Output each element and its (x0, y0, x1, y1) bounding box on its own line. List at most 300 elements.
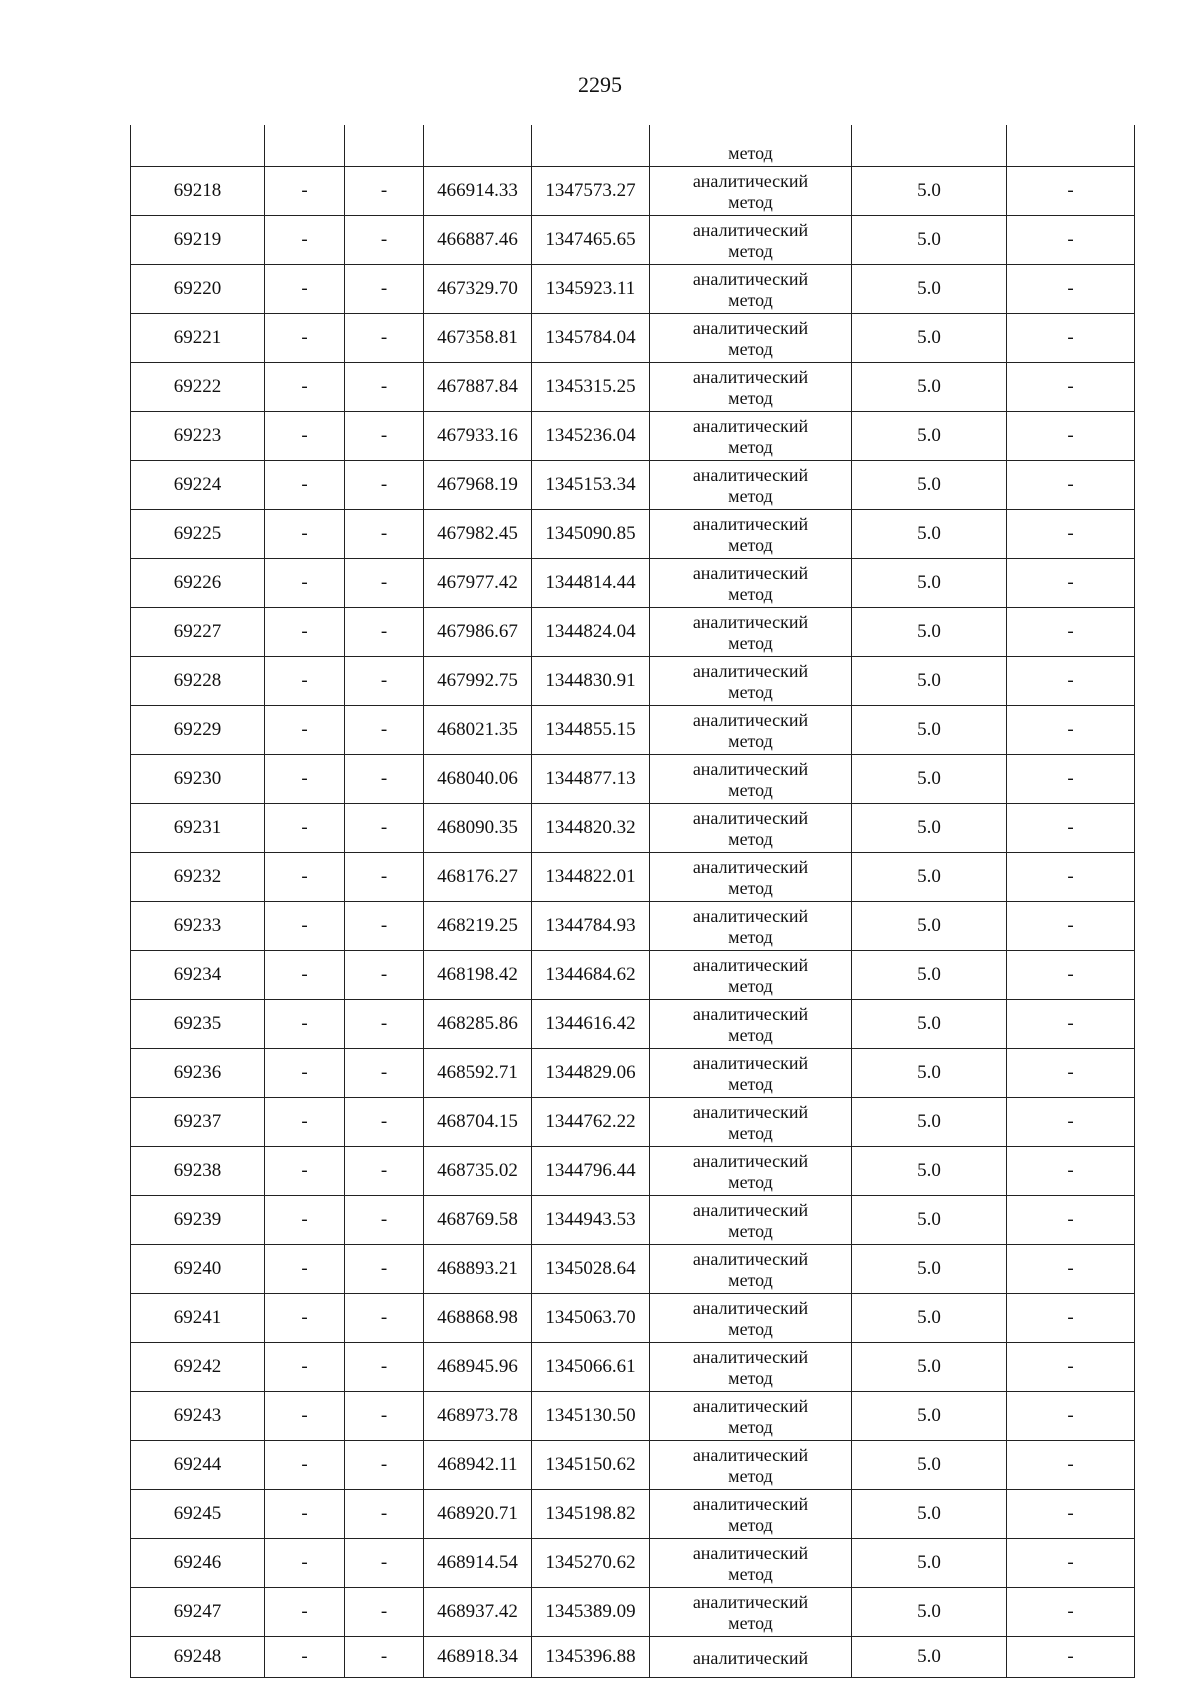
page-number: 2295 (578, 72, 622, 97)
cell-accuracy: 5.0 (852, 216, 1007, 265)
cell-col2: - (265, 853, 345, 902)
cell-method (650, 167, 852, 216)
method-line-1: аналитический (692, 857, 809, 877)
method-line-1: аналитический (692, 269, 809, 289)
method-line-2: метод (728, 1368, 773, 1388)
cell-col2: - (265, 1588, 345, 1637)
cell-x-coordinate: 468219.25 (424, 902, 532, 951)
method-line-1: аналитический (692, 759, 809, 779)
method-line-2: метод (728, 192, 773, 212)
table-row (131, 951, 1135, 1000)
table-row (131, 1196, 1135, 1245)
method-line-1: аналитический (692, 1347, 809, 1367)
method-line-2: метод (728, 535, 773, 555)
cell-col2: - (265, 1539, 345, 1588)
cell-x-coordinate: 468914.54 (424, 1539, 532, 1588)
table-row (131, 608, 1135, 657)
cell-x-coordinate: 467992.75 (424, 657, 532, 706)
method-line-1: аналитический (692, 1543, 809, 1563)
cell-accuracy: 5.0 (852, 510, 1007, 559)
table-row (131, 804, 1135, 853)
cell-col8: - (1007, 314, 1135, 363)
cell-method (650, 1392, 852, 1441)
cell-empty (345, 125, 424, 167)
cell-col8: - (1007, 853, 1135, 902)
cell-col8: - (1007, 1441, 1135, 1490)
method-line-1: аналитический (692, 1647, 809, 1668)
cell-accuracy: 5.0 (852, 1049, 1007, 1098)
cell-col3: - (345, 510, 424, 559)
method-line-2: метод (728, 437, 773, 457)
cell-col3: - (345, 1441, 424, 1490)
cell-col2: - (265, 1490, 345, 1539)
cell-y-coordinate: 1345090.85 (532, 510, 650, 559)
method-line-1: аналитический (692, 612, 809, 632)
cell-accuracy: 5.0 (852, 1098, 1007, 1147)
cell-method (650, 559, 852, 608)
cell-accuracy: 5.0 (852, 657, 1007, 706)
method-line-2: метод (728, 339, 773, 359)
cell-method (650, 1098, 852, 1147)
cell-col2: - (265, 1441, 345, 1490)
cell-col8: - (1007, 804, 1135, 853)
cell-method (650, 706, 852, 755)
cell-accuracy: 5.0 (852, 363, 1007, 412)
table-row (131, 1637, 1135, 1678)
cell-col3: - (345, 657, 424, 706)
cell-y-coordinate: 1345396.88 (532, 1637, 650, 1678)
cell-point-number: 69240 (131, 1245, 265, 1294)
cell-x-coordinate: 467986.67 (424, 608, 532, 657)
table-row (131, 265, 1135, 314)
cell-col8: - (1007, 1539, 1135, 1588)
method-line-2: метод (728, 388, 773, 408)
table-row (131, 510, 1135, 559)
cell-x-coordinate: 468090.35 (424, 804, 532, 853)
method-line-1: аналитический (692, 1494, 809, 1514)
method-line-1: аналитический (692, 955, 809, 975)
cell-y-coordinate: 1344829.06 (532, 1049, 650, 1098)
cell-x-coordinate: 467358.81 (424, 314, 532, 363)
cell-col2: - (265, 363, 345, 412)
method-line-1: аналитический (692, 1004, 809, 1024)
cell-x-coordinate: 468868.98 (424, 1294, 532, 1343)
cell-x-coordinate: 467329.70 (424, 265, 532, 314)
cell-empty (532, 125, 650, 167)
cell-col3: - (345, 1245, 424, 1294)
cell-x-coordinate: 468040.06 (424, 755, 532, 804)
cell-empty (1007, 125, 1135, 167)
cell-method (650, 1539, 852, 1588)
cell-accuracy: 5.0 (852, 1294, 1007, 1343)
method-line-2: метод (728, 1417, 773, 1437)
cell-y-coordinate: 1344943.53 (532, 1196, 650, 1245)
cell-accuracy: 5.0 (852, 167, 1007, 216)
cell-col8: - (1007, 1000, 1135, 1049)
method-line-2: метод (728, 829, 773, 849)
cell-col8: - (1007, 363, 1135, 412)
method-line-2: метод (728, 927, 773, 947)
cell-y-coordinate: 1344830.91 (532, 657, 650, 706)
cell-x-coordinate: 468945.96 (424, 1343, 532, 1392)
method-line-1: аналитический (692, 1592, 809, 1612)
cell-col8: - (1007, 902, 1135, 951)
cell-point-number: 69223 (131, 412, 265, 461)
table-row (131, 412, 1135, 461)
cell-method (650, 804, 852, 853)
cell-y-coordinate: 1344822.01 (532, 853, 650, 902)
cell-accuracy: 5.0 (852, 1539, 1007, 1588)
table-row (131, 755, 1135, 804)
table-row (131, 657, 1135, 706)
cell-col2: - (265, 1000, 345, 1049)
method-line-2: метод (728, 486, 773, 506)
cell-x-coordinate: 468285.86 (424, 1000, 532, 1049)
table-row (131, 1343, 1135, 1392)
cell-method (650, 1637, 852, 1678)
table-row (131, 216, 1135, 265)
cell-method (650, 412, 852, 461)
method-line-2: метод (728, 1074, 773, 1094)
cell-point-number: 69225 (131, 510, 265, 559)
table-row (131, 1490, 1135, 1539)
table-row (131, 167, 1135, 216)
table-row (131, 1147, 1135, 1196)
cell-col2: - (265, 1294, 345, 1343)
table-row (131, 902, 1135, 951)
cell-col8: - (1007, 1637, 1135, 1678)
cell-col8: - (1007, 657, 1135, 706)
cell-y-coordinate: 1345315.25 (532, 363, 650, 412)
cell-empty (131, 125, 265, 167)
cell-x-coordinate: 466887.46 (424, 216, 532, 265)
cell-point-number: 69218 (131, 167, 265, 216)
cell-col8: - (1007, 1049, 1135, 1098)
cell-col8: - (1007, 1392, 1135, 1441)
cell-point-number: 69230 (131, 755, 265, 804)
cell-y-coordinate: 1345784.04 (532, 314, 650, 363)
cell-method (650, 1343, 852, 1392)
method-line-2: метод (728, 241, 773, 261)
cell-x-coordinate: 467933.16 (424, 412, 532, 461)
cell-col2: - (265, 608, 345, 657)
cell-col3: - (345, 216, 424, 265)
cell-col3: - (345, 804, 424, 853)
method-line-1: аналитический (692, 1249, 809, 1269)
method-line-2: метод (728, 1270, 773, 1290)
cell-method (650, 1000, 852, 1049)
table-row (131, 706, 1135, 755)
method-line-2: метод (728, 780, 773, 800)
cell-x-coordinate: 466914.33 (424, 167, 532, 216)
cell-y-coordinate: 1345063.70 (532, 1294, 650, 1343)
cell-point-number: 69233 (131, 902, 265, 951)
cell-col3: - (345, 1000, 424, 1049)
cell-col2: - (265, 314, 345, 363)
cell-x-coordinate: 468973.78 (424, 1392, 532, 1441)
cell-col8: - (1007, 265, 1135, 314)
method-line-1: аналитический (692, 1396, 809, 1416)
cell-col3: - (345, 1539, 424, 1588)
method-line-2: метод (728, 1515, 773, 1535)
cell-x-coordinate: 468021.35 (424, 706, 532, 755)
method-line-1: аналитический (692, 710, 809, 730)
method-line-1: аналитический (692, 661, 809, 681)
method-line-1: аналитический (692, 171, 809, 191)
cell-empty (265, 125, 345, 167)
cell-col3: - (345, 1049, 424, 1098)
cell-x-coordinate: 467968.19 (424, 461, 532, 510)
method-line-1: аналитический (692, 906, 809, 926)
method-line-1: аналитический (692, 514, 809, 534)
cell-col2: - (265, 1343, 345, 1392)
cell-col2: - (265, 1637, 345, 1678)
cell-method (650, 1245, 852, 1294)
cell-col3: - (345, 1196, 424, 1245)
cell-col3: - (345, 265, 424, 314)
cell-col8: - (1007, 706, 1135, 755)
cell-accuracy: 5.0 (852, 559, 1007, 608)
cell-col3: - (345, 1490, 424, 1539)
cell-x-coordinate: 467887.84 (424, 363, 532, 412)
table-row (131, 314, 1135, 363)
cell-col8: - (1007, 1098, 1135, 1147)
cell-y-coordinate: 1345066.61 (532, 1343, 650, 1392)
cell-y-coordinate: 1345153.34 (532, 461, 650, 510)
cell-x-coordinate: 468942.11 (424, 1441, 532, 1490)
cell-col8: - (1007, 1490, 1135, 1539)
cell-empty (424, 125, 532, 167)
cell-accuracy: 5.0 (852, 1637, 1007, 1678)
cell-col3: - (345, 951, 424, 1000)
cell-point-number: 69237 (131, 1098, 265, 1147)
method-line-1: аналитический (692, 416, 809, 436)
cell-col8: - (1007, 1147, 1135, 1196)
cell-point-number: 69241 (131, 1294, 265, 1343)
cell-point-number: 69245 (131, 1490, 265, 1539)
cell-y-coordinate: 1344855.15 (532, 706, 650, 755)
cell-col2: - (265, 510, 345, 559)
cell-col2: - (265, 706, 345, 755)
cell-method (650, 657, 852, 706)
cell-col2: - (265, 1049, 345, 1098)
cell-col2: - (265, 412, 345, 461)
cell-x-coordinate: 468198.42 (424, 951, 532, 1000)
cell-col2: - (265, 1196, 345, 1245)
method-line-2: метод (728, 1221, 773, 1241)
cell-col3: - (345, 1637, 424, 1678)
table-row (131, 1098, 1135, 1147)
cell-y-coordinate: 1345130.50 (532, 1392, 650, 1441)
cell-col2: - (265, 657, 345, 706)
cell-col3: - (345, 902, 424, 951)
cell-y-coordinate: 1345236.04 (532, 412, 650, 461)
cell-col3: - (345, 755, 424, 804)
method-line-1: аналитический (692, 220, 809, 240)
cell-point-number: 69239 (131, 1196, 265, 1245)
cell-x-coordinate: 468893.21 (424, 1245, 532, 1294)
cell-y-coordinate: 1344877.13 (532, 755, 650, 804)
cell-col8: - (1007, 412, 1135, 461)
cell-col3: - (345, 412, 424, 461)
cell-point-number: 69226 (131, 559, 265, 608)
cell-point-number: 69243 (131, 1392, 265, 1441)
cell-point-number: 69220 (131, 265, 265, 314)
table-row (131, 1588, 1135, 1637)
cell-col3: - (345, 1343, 424, 1392)
cell-point-number: 69229 (131, 706, 265, 755)
cell-method (650, 1294, 852, 1343)
cell-col3: - (345, 1147, 424, 1196)
cell-accuracy: 5.0 (852, 461, 1007, 510)
method-line-2: метод (728, 1613, 773, 1633)
method-line-2: метод (728, 1466, 773, 1486)
table-row (131, 1049, 1135, 1098)
cell-method (650, 1490, 852, 1539)
cell-col3: - (345, 1392, 424, 1441)
method-line-2: метод (728, 731, 773, 751)
cell-col8: - (1007, 1343, 1135, 1392)
cell-accuracy: 5.0 (852, 1392, 1007, 1441)
cell-point-number: 69222 (131, 363, 265, 412)
cell-accuracy: 5.0 (852, 1245, 1007, 1294)
cell-x-coordinate: 468769.58 (424, 1196, 532, 1245)
table-row (131, 1441, 1135, 1490)
cell-col8: - (1007, 608, 1135, 657)
cell-y-coordinate: 1345198.82 (532, 1490, 650, 1539)
table-row (131, 853, 1135, 902)
cell-col8: - (1007, 951, 1135, 1000)
cell-point-number: 69234 (131, 951, 265, 1000)
cell-col2: - (265, 1245, 345, 1294)
cell-point-number: 69224 (131, 461, 265, 510)
cell-accuracy: 5.0 (852, 314, 1007, 363)
cell-method (650, 1441, 852, 1490)
cell-point-number: 69232 (131, 853, 265, 902)
cell-point-number: 69236 (131, 1049, 265, 1098)
cell-col8: - (1007, 559, 1135, 608)
cell-accuracy: 5.0 (852, 1490, 1007, 1539)
cell-col2: - (265, 902, 345, 951)
cell-point-number: 69235 (131, 1000, 265, 1049)
cell-y-coordinate: 1344784.93 (532, 902, 650, 951)
cell-method (650, 755, 852, 804)
cell-method (650, 853, 852, 902)
cell-accuracy: 5.0 (852, 1000, 1007, 1049)
cell-accuracy: 5.0 (852, 902, 1007, 951)
cell-accuracy: 5.0 (852, 1147, 1007, 1196)
cell-col8: - (1007, 167, 1135, 216)
cell-method (650, 265, 852, 314)
cell-point-number: 69219 (131, 216, 265, 265)
method-line-1: аналитический (692, 367, 809, 387)
method-line-2: метод (728, 682, 773, 702)
method-line-1: аналитический (692, 1151, 809, 1171)
cell-empty (852, 125, 1007, 167)
method-line-2: метод (728, 1123, 773, 1143)
cell-y-coordinate: 1345270.62 (532, 1539, 650, 1588)
method-line-2: метод (728, 584, 773, 604)
cell-col3: - (345, 314, 424, 363)
cell-method (650, 363, 852, 412)
method-line-1: аналитический (692, 1445, 809, 1465)
cell-accuracy: 5.0 (852, 804, 1007, 853)
cell-x-coordinate: 467982.45 (424, 510, 532, 559)
cell-accuracy: 5.0 (852, 755, 1007, 804)
cell-y-coordinate: 1347573.27 (532, 167, 650, 216)
cell-point-number: 69228 (131, 657, 265, 706)
cell-accuracy: 5.0 (852, 1343, 1007, 1392)
cell-method-tail: метод (650, 125, 852, 167)
cell-y-coordinate: 1344820.32 (532, 804, 650, 853)
cell-method (650, 461, 852, 510)
cell-point-number: 69246 (131, 1539, 265, 1588)
table-row (131, 1245, 1135, 1294)
method-line-1: аналитический (692, 1053, 809, 1073)
table-row (131, 1539, 1135, 1588)
cell-col3: - (345, 1294, 424, 1343)
cell-y-coordinate: 1344814.44 (532, 559, 650, 608)
cell-method (650, 1588, 852, 1637)
coordinates-table (130, 125, 1135, 1678)
cell-accuracy: 5.0 (852, 951, 1007, 1000)
cell-method (650, 1147, 852, 1196)
cell-accuracy: 5.0 (852, 706, 1007, 755)
cell-method (650, 1196, 852, 1245)
cell-accuracy: 5.0 (852, 1588, 1007, 1637)
cell-method (650, 951, 852, 1000)
table-row (131, 363, 1135, 412)
cell-method (650, 216, 852, 265)
cell-col2: - (265, 216, 345, 265)
cell-col2: - (265, 951, 345, 1000)
cell-x-coordinate: 468176.27 (424, 853, 532, 902)
cell-col8: - (1007, 1588, 1135, 1637)
cell-x-coordinate: 468937.42 (424, 1588, 532, 1637)
cell-method (650, 510, 852, 559)
cell-col8: - (1007, 510, 1135, 559)
cell-point-number: 69238 (131, 1147, 265, 1196)
cell-col3: - (345, 363, 424, 412)
cell-method (650, 314, 852, 363)
cell-point-number: 69227 (131, 608, 265, 657)
cell-accuracy: 5.0 (852, 265, 1007, 314)
cell-y-coordinate: 1344824.04 (532, 608, 650, 657)
cell-col3: - (345, 706, 424, 755)
cell-col8: - (1007, 755, 1135, 804)
cell-point-number: 69231 (131, 804, 265, 853)
method-line-2: метод (728, 878, 773, 898)
method-line-2: метод (728, 976, 773, 996)
method-line-1: аналитический (692, 1102, 809, 1122)
method-line-1: аналитический (692, 465, 809, 485)
table-row (131, 1000, 1135, 1049)
method-line-2: метод (728, 1172, 773, 1192)
cell-col3: - (345, 1098, 424, 1147)
cell-col2: - (265, 167, 345, 216)
cell-point-number: 69247 (131, 1588, 265, 1637)
method-line-1: аналитический (692, 1200, 809, 1220)
table-row (131, 461, 1135, 510)
cell-col2: - (265, 1098, 345, 1147)
cell-method (650, 902, 852, 951)
cell-y-coordinate: 1344762.22 (532, 1098, 650, 1147)
method-line-2: метод (728, 1025, 773, 1045)
cell-x-coordinate: 468918.34 (424, 1637, 532, 1678)
cell-y-coordinate: 1344684.62 (532, 951, 650, 1000)
table-row (131, 559, 1135, 608)
method-line-1: аналитический (692, 1298, 809, 1318)
